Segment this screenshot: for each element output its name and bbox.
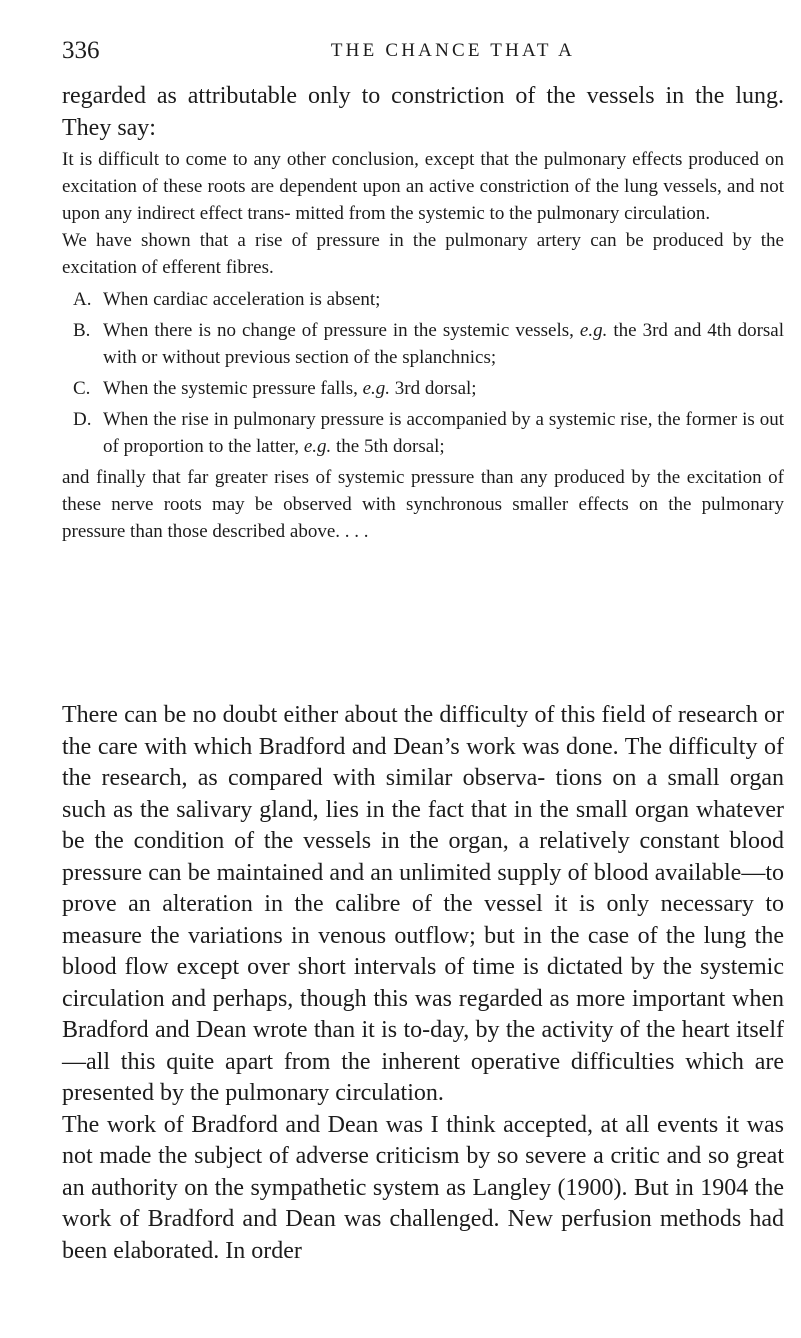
list-text — [103, 317, 784, 371]
list-text-part: 3rd dorsal; — [394, 378, 477, 399]
main-paragraph-1: There can be no doubt either about the difficulty of this field of research or the care with which Bradford and Dean’s work was done. The difficulty of the research, as compared with similar observa- tions on a small organ such as the salivary gland, lies in the fact that in the small organ whatever be the condition of the vessels in the organ, a relatively constant blood pressure can be maintained and an unlimited supply of blood available—to prove an alteration in the calibre of the vessel it is only necessary to measure the variations in venous outflow; but in the case of the lung the blood flow except over short intervals of time is dictated by the systemic circulation and perhaps, though this was regarded as more important when Bradford and Dean wrote than it is to-day, by the activity of the heart itself—all this quite apart from the inherent operative difficulties which are presented by the pulmonary circulation. — [62, 702, 784, 1106]
list-letter: A. — [73, 289, 92, 310]
list-text — [103, 375, 784, 402]
list-item — [62, 317, 784, 371]
list-text-part: When cardiac acceleration is absent; — [103, 289, 381, 310]
list-item — [62, 286, 784, 313]
list-text-part: When the systemic pressure falls, — [103, 378, 358, 399]
list-text-part: the 3rd and 4th dorsal with or without previous section of the splanchnics; — [103, 320, 785, 368]
block-quote — [62, 146, 784, 545]
list-letter: B. — [73, 320, 91, 341]
intro-paragraph — [62, 81, 784, 144]
list-item — [62, 375, 784, 402]
eg-abbrev: e.g. — [362, 378, 391, 399]
list-text — [103, 406, 784, 460]
list-text-part: When the rise in pulmonary pressure is accompanied by a systemic rise, the former is out of proportion to the latter, — [103, 409, 784, 457]
list-letter: C. — [73, 378, 91, 399]
main-text — [62, 700, 784, 1267]
page-number: 336 — [62, 37, 100, 64]
main-paragraph-2: The work of Bradford and Dean was I think accepted, at all events it was not made the subject of adverse criticism by so severe a critic and so great an authority on the sympathetic system as Langley (1900). But in 1904 the work of Bradford and Dean was challenged. New perfusion methods had been elaborated. In order — [62, 1111, 784, 1264]
quote-paragraph-2: We have shown that a rise of pressure in the pulmonary artery can be produced by the excitation of efferent fibres. — [62, 230, 784, 278]
list-text-part: the 5th dorsal; — [336, 436, 445, 457]
running-title: THE CHANCE THAT A — [330, 40, 576, 61]
quote-closing: and finally that far greater rises of systemic pressure than any produced by the excitation of these nerve roots may be observed with synchronous smaller effects on the pulmonary pressure than those described above. . . . — [62, 467, 784, 542]
condition-list — [62, 286, 784, 460]
list-text — [103, 286, 784, 313]
eg-abbrev: e.g. — [303, 436, 332, 457]
intro-text: regarded as attributable only to constriction of the vessels in the lung. They say: — [62, 83, 784, 141]
quote-paragraph-1: It is difficult to come to any other conclusion, except that the pulmonary effects produced on excitation of these roots are dependent upon an active constriction of the lung vessels, and not upon any indirect effect trans- mitted from the systemic to the pulmonary circulation. — [62, 149, 784, 224]
eg-abbrev: e.g. — [579, 320, 608, 341]
running-head — [62, 36, 784, 66]
list-letter: D. — [73, 409, 92, 430]
list-text-part: When there is no change of pressure in the systemic vessels, — [103, 320, 574, 341]
list-item — [62, 406, 784, 460]
